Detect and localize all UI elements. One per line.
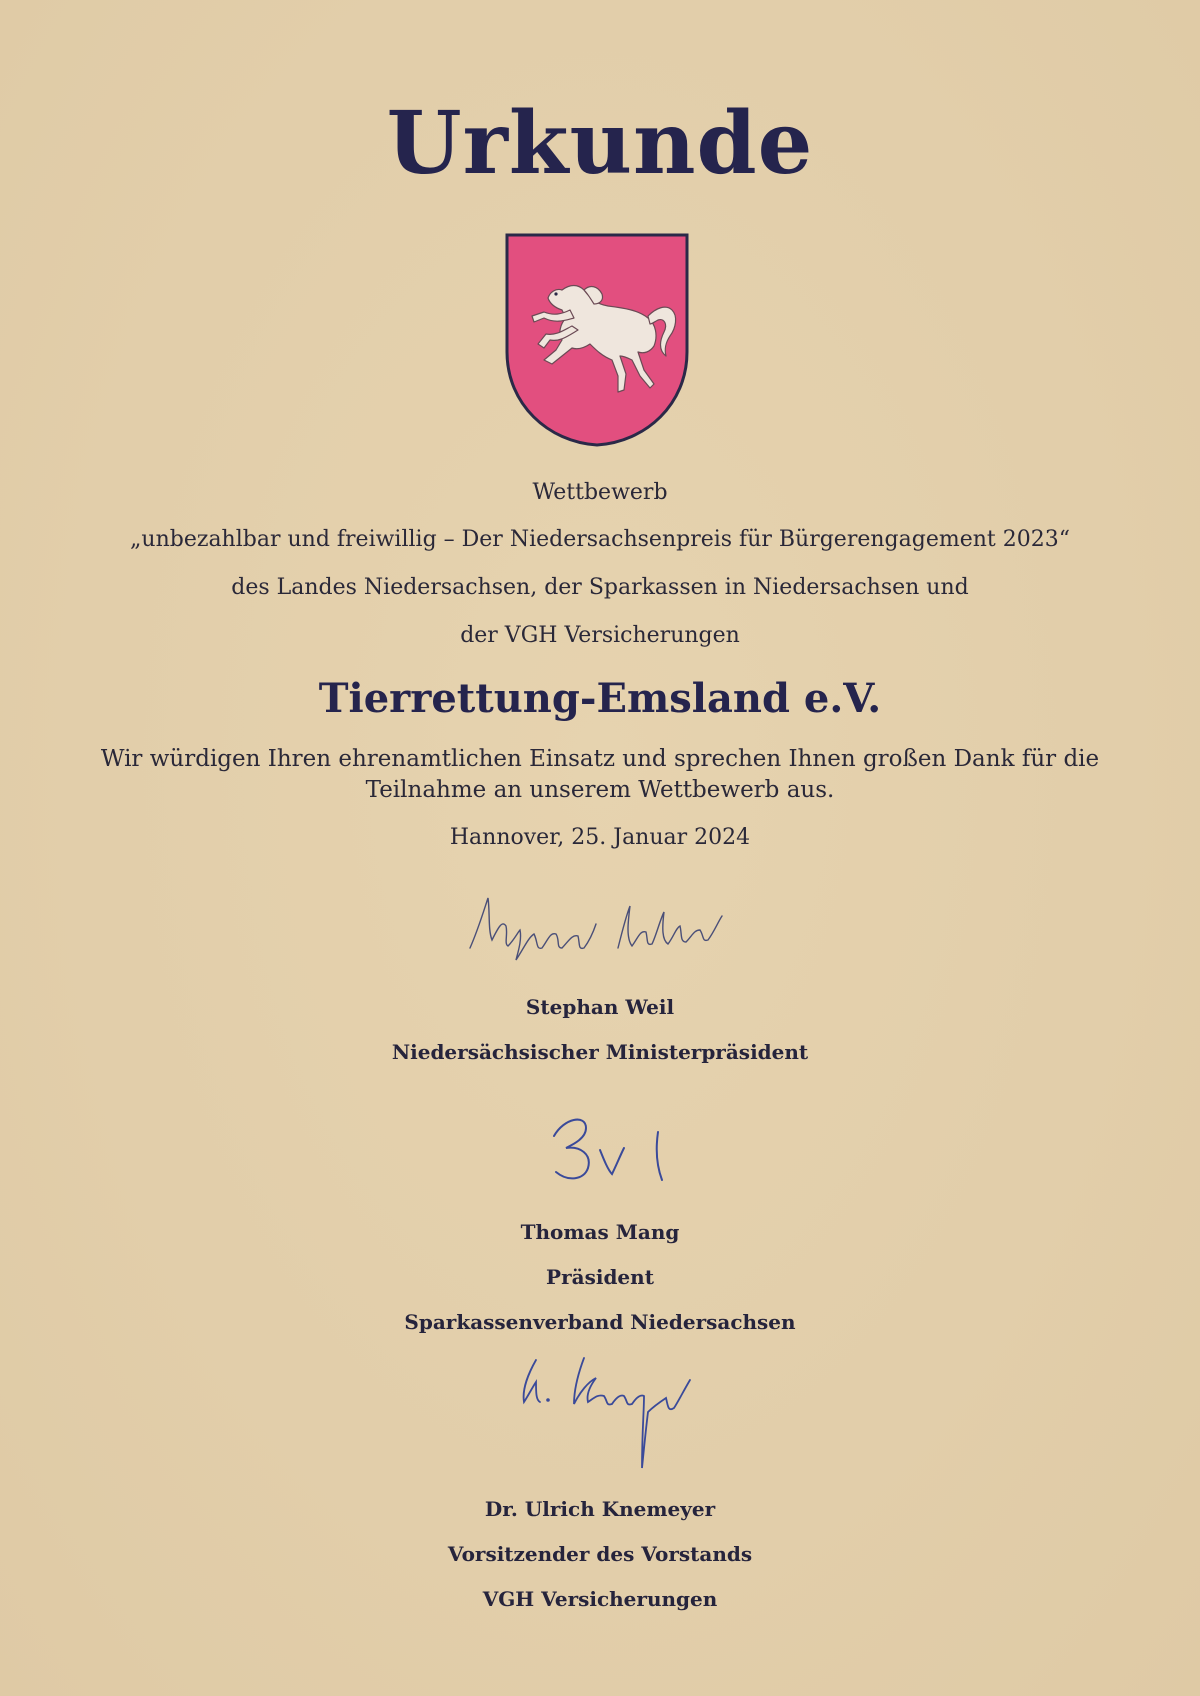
- signatory-2-name: Thomas Mang: [520, 1220, 680, 1244]
- signatory-3-name: Dr. Ulrich Knemeyer: [484, 1497, 716, 1521]
- signatory-2-organization: Sparkassenverband Niedersachsen: [404, 1310, 796, 1334]
- competition-name: „unbezahlbar und freiwillig – Der Niedersachsenpreis für Bürgerengagement 2023“: [130, 527, 1070, 552]
- recipient-name: Tierrettung-Emsland e.V.: [318, 675, 882, 722]
- signature-thomas-mang: [546, 1110, 676, 1188]
- signatory-3-role: Vorsitzender des Vorstands: [447, 1542, 753, 1566]
- signature-ulrich-knemeyer: [518, 1352, 694, 1474]
- place-date: Hannover, 25. Januar 2024: [449, 825, 751, 850]
- competition-label: Wettbewerb: [532, 480, 668, 505]
- signatory-1-name: Stephan Weil: [525, 995, 675, 1019]
- signatory-2-role: Präsident: [546, 1265, 654, 1289]
- organizers-line-1: des Landes Niedersachsen, der Sparkassen in Niedersachsen und: [231, 575, 969, 600]
- message-line-2: Teilnahme an unserem Wettbewerb aus.: [365, 777, 835, 803]
- message-line-1: Wir würdigen Ihren ehrenamtlichen Einsatz und sprechen Ihnen großen Dank für die: [100, 746, 1100, 772]
- signatory-1-role: Niedersächsischer Ministerpräsident: [391, 1040, 809, 1064]
- coat-of-arms-icon: [504, 232, 690, 448]
- signatory-3-organization: VGH Versicherungen: [482, 1587, 718, 1611]
- signature-stephan-weil: [468, 890, 732, 962]
- organizers-line-2: der VGH Versicherungen: [460, 623, 740, 648]
- certificate-title: Urkunde: [386, 93, 814, 194]
